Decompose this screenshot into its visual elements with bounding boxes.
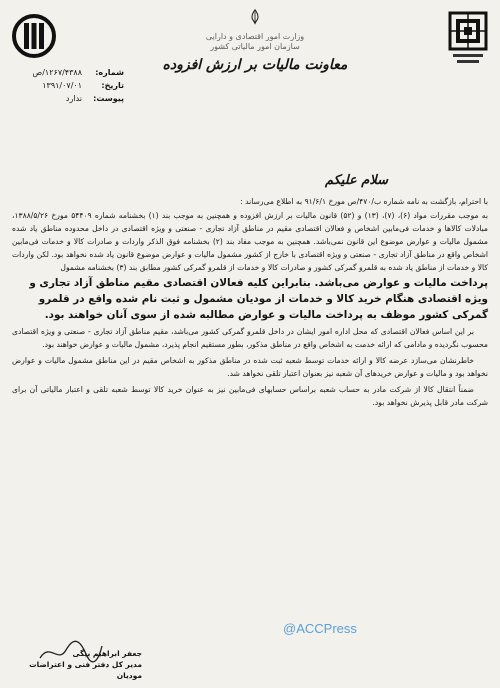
body-paragraph: خاطرنشان می‌سازد عرضه کالا و ارائه خدمات توسط شعبه ثبت شده در مناطق مذکور به اشخاص مقیم در این مناطق مشمول مالیات و عوارض نخواهد بود و مالیات و عوارض خریدهای آن شعبه نیز بعنوان اعتبار تلقی نخواهد شد. xyxy=(12,356,488,379)
number-value: ۱۲۶۷/۴۳۸۸/ص xyxy=(32,68,82,77)
watermark: @ACCPress xyxy=(283,621,357,636)
bold-line: گمرکی کشور موظف به پرداخت مالیات و عوارض مطالبه شده از سوی آنان خواهند بود. xyxy=(44,309,488,322)
attachment-value: ندارد xyxy=(65,94,82,103)
organization-name: سازمان امور مالیاتی کشور xyxy=(210,42,300,51)
letterhead xyxy=(150,8,360,73)
body-paragraph: به موجب مقررات مواد (۶)، (۷)، (۱۳) و (۵۲) قانون مالیات بر ارزش افزوده و همچنین به موجب بند (۱) بخشنامه شماره ۵۴۴۰۹ مورخ ۱۳۸۸/۵/۲۶، مبادلات کالاها و خدمات فی‌مابین اشخاص و فعالان اقتصادی مقیم در مناطق آزاد تجاری - صنعتی و ویژه اقتصادی در داخل محدوده مناطق یاد شده مشمول مالیات و عوارض موضوع این قانون نمی‌باشد. همچنین به موجب مفاد بند (۲) بخشنامه فوق الذکر واردات و صادرات کالا و خدمات فی‌مابین اشخاص واقع در مناطق آزاد تجاری - صنعتی و ویژه اقتصادی با خارج از کشور مشمول مالیات و عوارض موضوع قانون یاد شده نخواهد بود. لکن واردات کالا و خدمات از مناطق یاد شده به قلمرو گمرکی کشور و صادرات کالا و خدمات از قلمرو گمرکی کشور مطابق بند (۳) بخشنامه مشمول xyxy=(12,210,489,272)
letter-meta xyxy=(14,66,124,105)
department-title: معاونت مالیات بر ارزش افزوده xyxy=(162,57,348,73)
signatory-title: مدیر کل دفتر فنی و اعتراضات مودیان xyxy=(29,660,142,680)
date-label: تاریخ: xyxy=(101,81,124,90)
number-row xyxy=(14,66,124,79)
salutation: سلام علیکم xyxy=(324,173,388,188)
ministry-logo-icon xyxy=(447,10,489,68)
signature-block xyxy=(12,648,142,681)
body-paragraph: بر این اساس فعالان اقتصادی که محل اداره امور ایشان در داخل قلمرو گمرکی کشور می‌باشد، مقیم مناطق آزاد تجاری - صنعتی و ویژه اقتصادی محسوب نگردیده و مادامی که ارائه خدمت به اشخاص واقع در مناطق مذکور، بطور مستقیم انجام پذیرد، مشمول مالیات و عوارض خواهند بود. xyxy=(12,327,488,350)
date-value: ۱۳۹۱/۰۷/۰۱ xyxy=(42,81,82,90)
body-paragraph: ضمناً انتقال کالا از شرکت مادر به حساب شعبه براساس حسابهای فی‌مابین نیز به عنوان خرید کالا توسط شعبه تلقی و اعتبار مالیاتی آن برای شرکت مادر قابل پذیرش نخواهد بود. xyxy=(12,385,488,407)
signatory-name: جعفر ابراهیم بیگی xyxy=(72,649,142,658)
bold-line: ویژه اقتصادی هنگام خرید کالا و خدمات از مودیان مشمول و ثبت نام شده واقع در قلمرو xyxy=(38,293,488,306)
letter-body xyxy=(12,196,488,411)
number-label: شماره: xyxy=(95,68,124,77)
bold-line: پرداخت مالیات و عوارض می‌باشد. بنابراین کلیه فعالان اقتصادی مقیم مناطق آزاد تجاری و xyxy=(29,277,488,290)
date-row xyxy=(14,79,124,92)
ministry-name: وزارت امور اقتصادی و دارایی xyxy=(205,32,305,41)
attachment-label: پیوست: xyxy=(93,94,124,103)
tax-organization-logo-icon xyxy=(12,13,56,59)
iran-emblem-icon xyxy=(246,8,264,26)
body-paragraph: با احترام، بازگشت به نامه شماره ب/۴۷۰/ص مورخ ۹۱/۶/۱ به اطلاع می‌رساند : xyxy=(240,197,488,206)
attachment-row xyxy=(14,92,124,105)
